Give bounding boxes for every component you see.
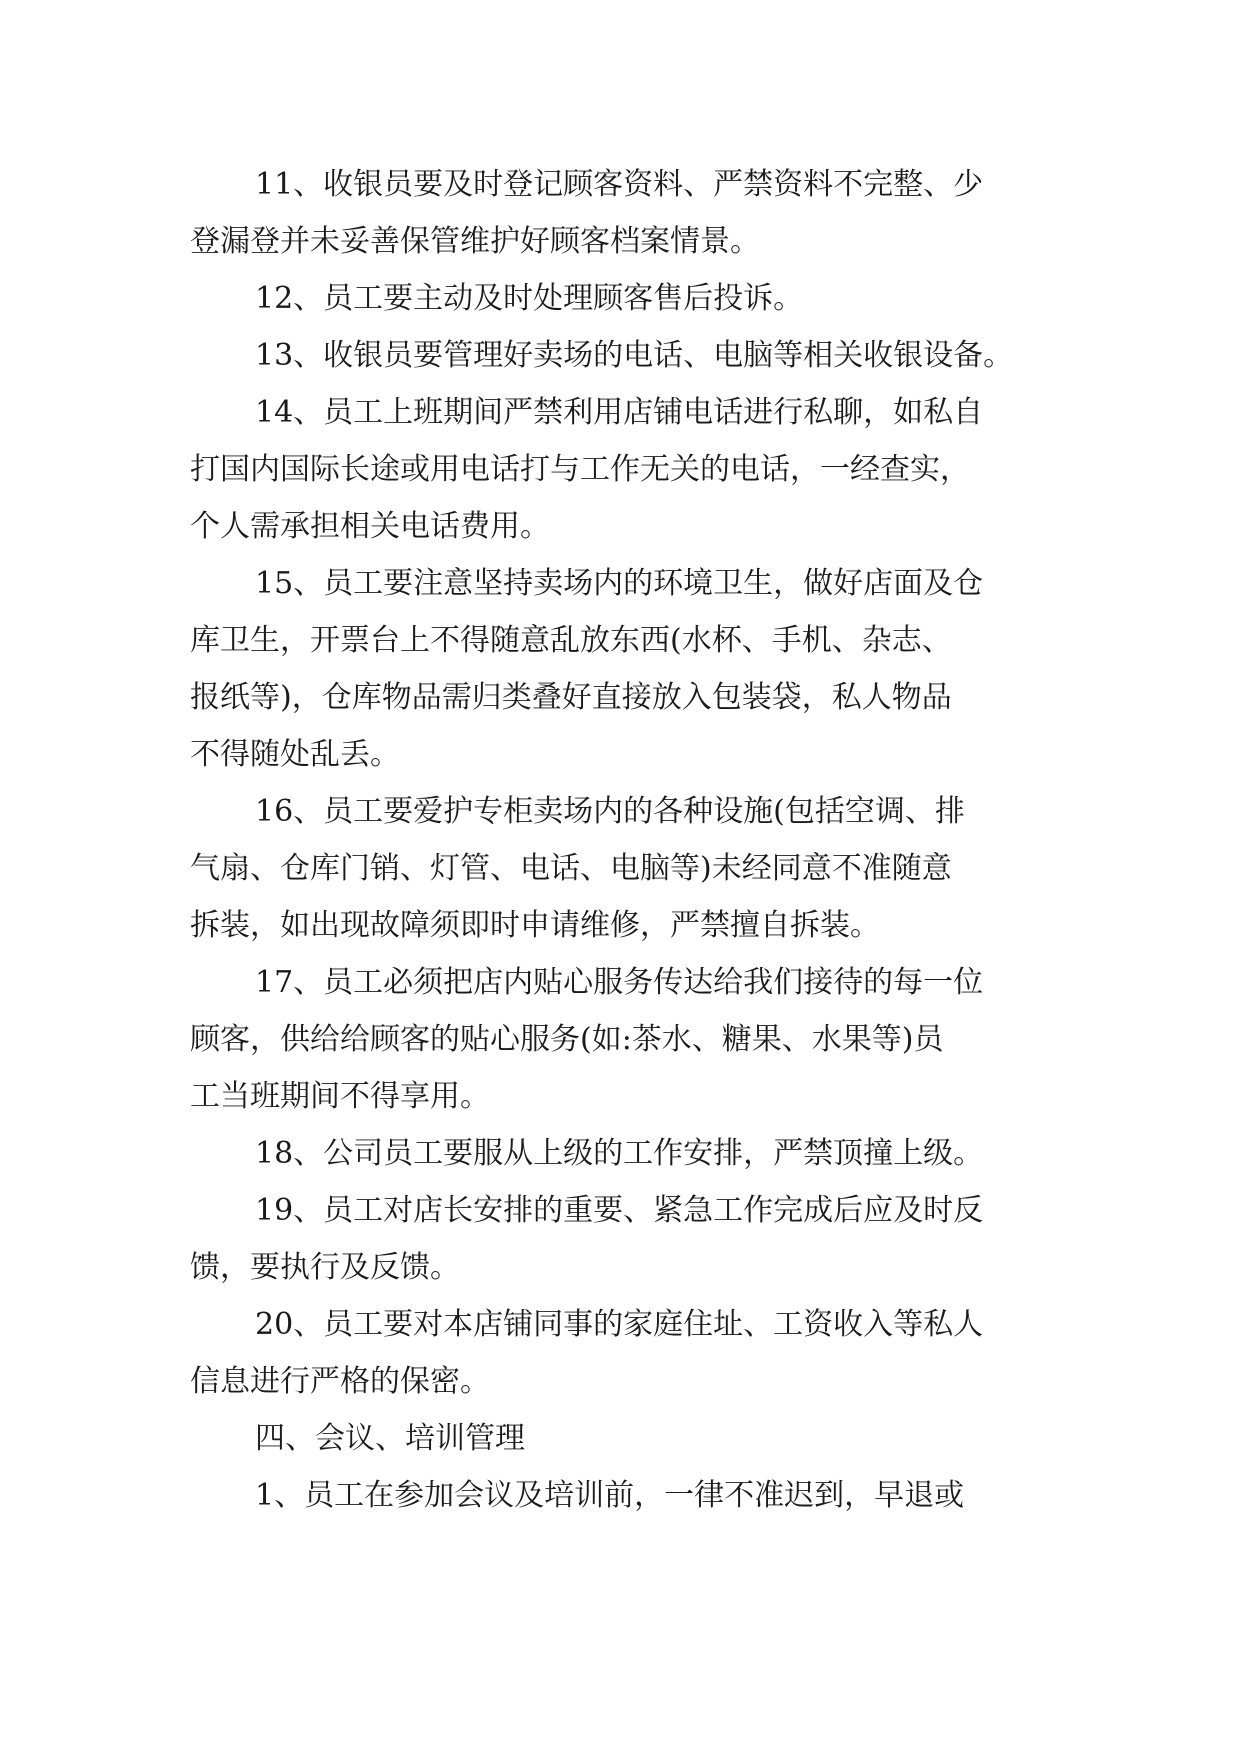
text-line: 气扇、仓库门销、灯管、电话、电脑等)未经同意不准随意 — [190, 851, 952, 886]
text-line: 馈，要执行及反馈。 — [190, 1250, 460, 1285]
text-line: 14、员工上班期间严禁利用店铺电话进行私聊，如私自 — [255, 395, 984, 430]
text-line: 20、员工要对本店铺同事的家庭住址、工资收入等私人 — [255, 1307, 984, 1342]
text-line: 1、员工在参加会议及培训前，一律不准迟到，早退或 — [255, 1478, 965, 1513]
text-line: 报纸等)，仓库物品需归类叠好直接放入包装袋，私人物品 — [190, 680, 952, 715]
text-line: 17、员工必须把店内贴心服务传达给我们接待的每一位 — [255, 965, 984, 1000]
text-line: 11、收银员要及时登记顾客资料、严禁资料不完整、少 — [255, 167, 984, 202]
text-line: 12、员工要主动及时处理顾客售后投诉。 — [255, 281, 804, 316]
text-line: 顾客，供给给顾客的贴心服务(如:茶水、糖果、水果等)员 — [190, 1022, 944, 1057]
text-line: 不得随处乱丢。 — [190, 737, 400, 772]
text-line: 个人需承担相关电话费用。 — [190, 509, 550, 544]
text-line: 登漏登并未妥善保管维护好顾客档案情景。 — [190, 224, 760, 259]
text-line: 打国内国际长途或用电话打与工作无关的电话，一经查实， — [190, 452, 970, 487]
text-line: 信息进行严格的保密。 — [190, 1364, 490, 1399]
text-line: 19、员工对店长安排的重要、紧急工作完成后应及时反 — [255, 1193, 984, 1228]
text-line: 18、公司员工要服从上级的工作安排，严禁顶撞上级。 — [255, 1136, 984, 1171]
text-line: 16、员工要爱护专柜卖场内的各种设施(包括空调、排 — [255, 794, 965, 829]
text-line: 工当班期间不得享用。 — [190, 1079, 490, 1114]
text-line: 15、员工要注意坚持卖场内的环境卫生，做好店面及仓 — [255, 566, 984, 601]
text-line: 13、收银员要管理好卖场的电话、电脑等相关收银设备。 — [255, 338, 1014, 373]
text-line: 拆装，如出现故障须即时申请维修，严禁擅自拆装。 — [190, 908, 880, 943]
section-heading: 四、会议、培训管理 — [255, 1421, 525, 1456]
text-line: 库卫生，开票台上不得随意乱放东西(水杯、手机、杂志、 — [190, 623, 952, 658]
